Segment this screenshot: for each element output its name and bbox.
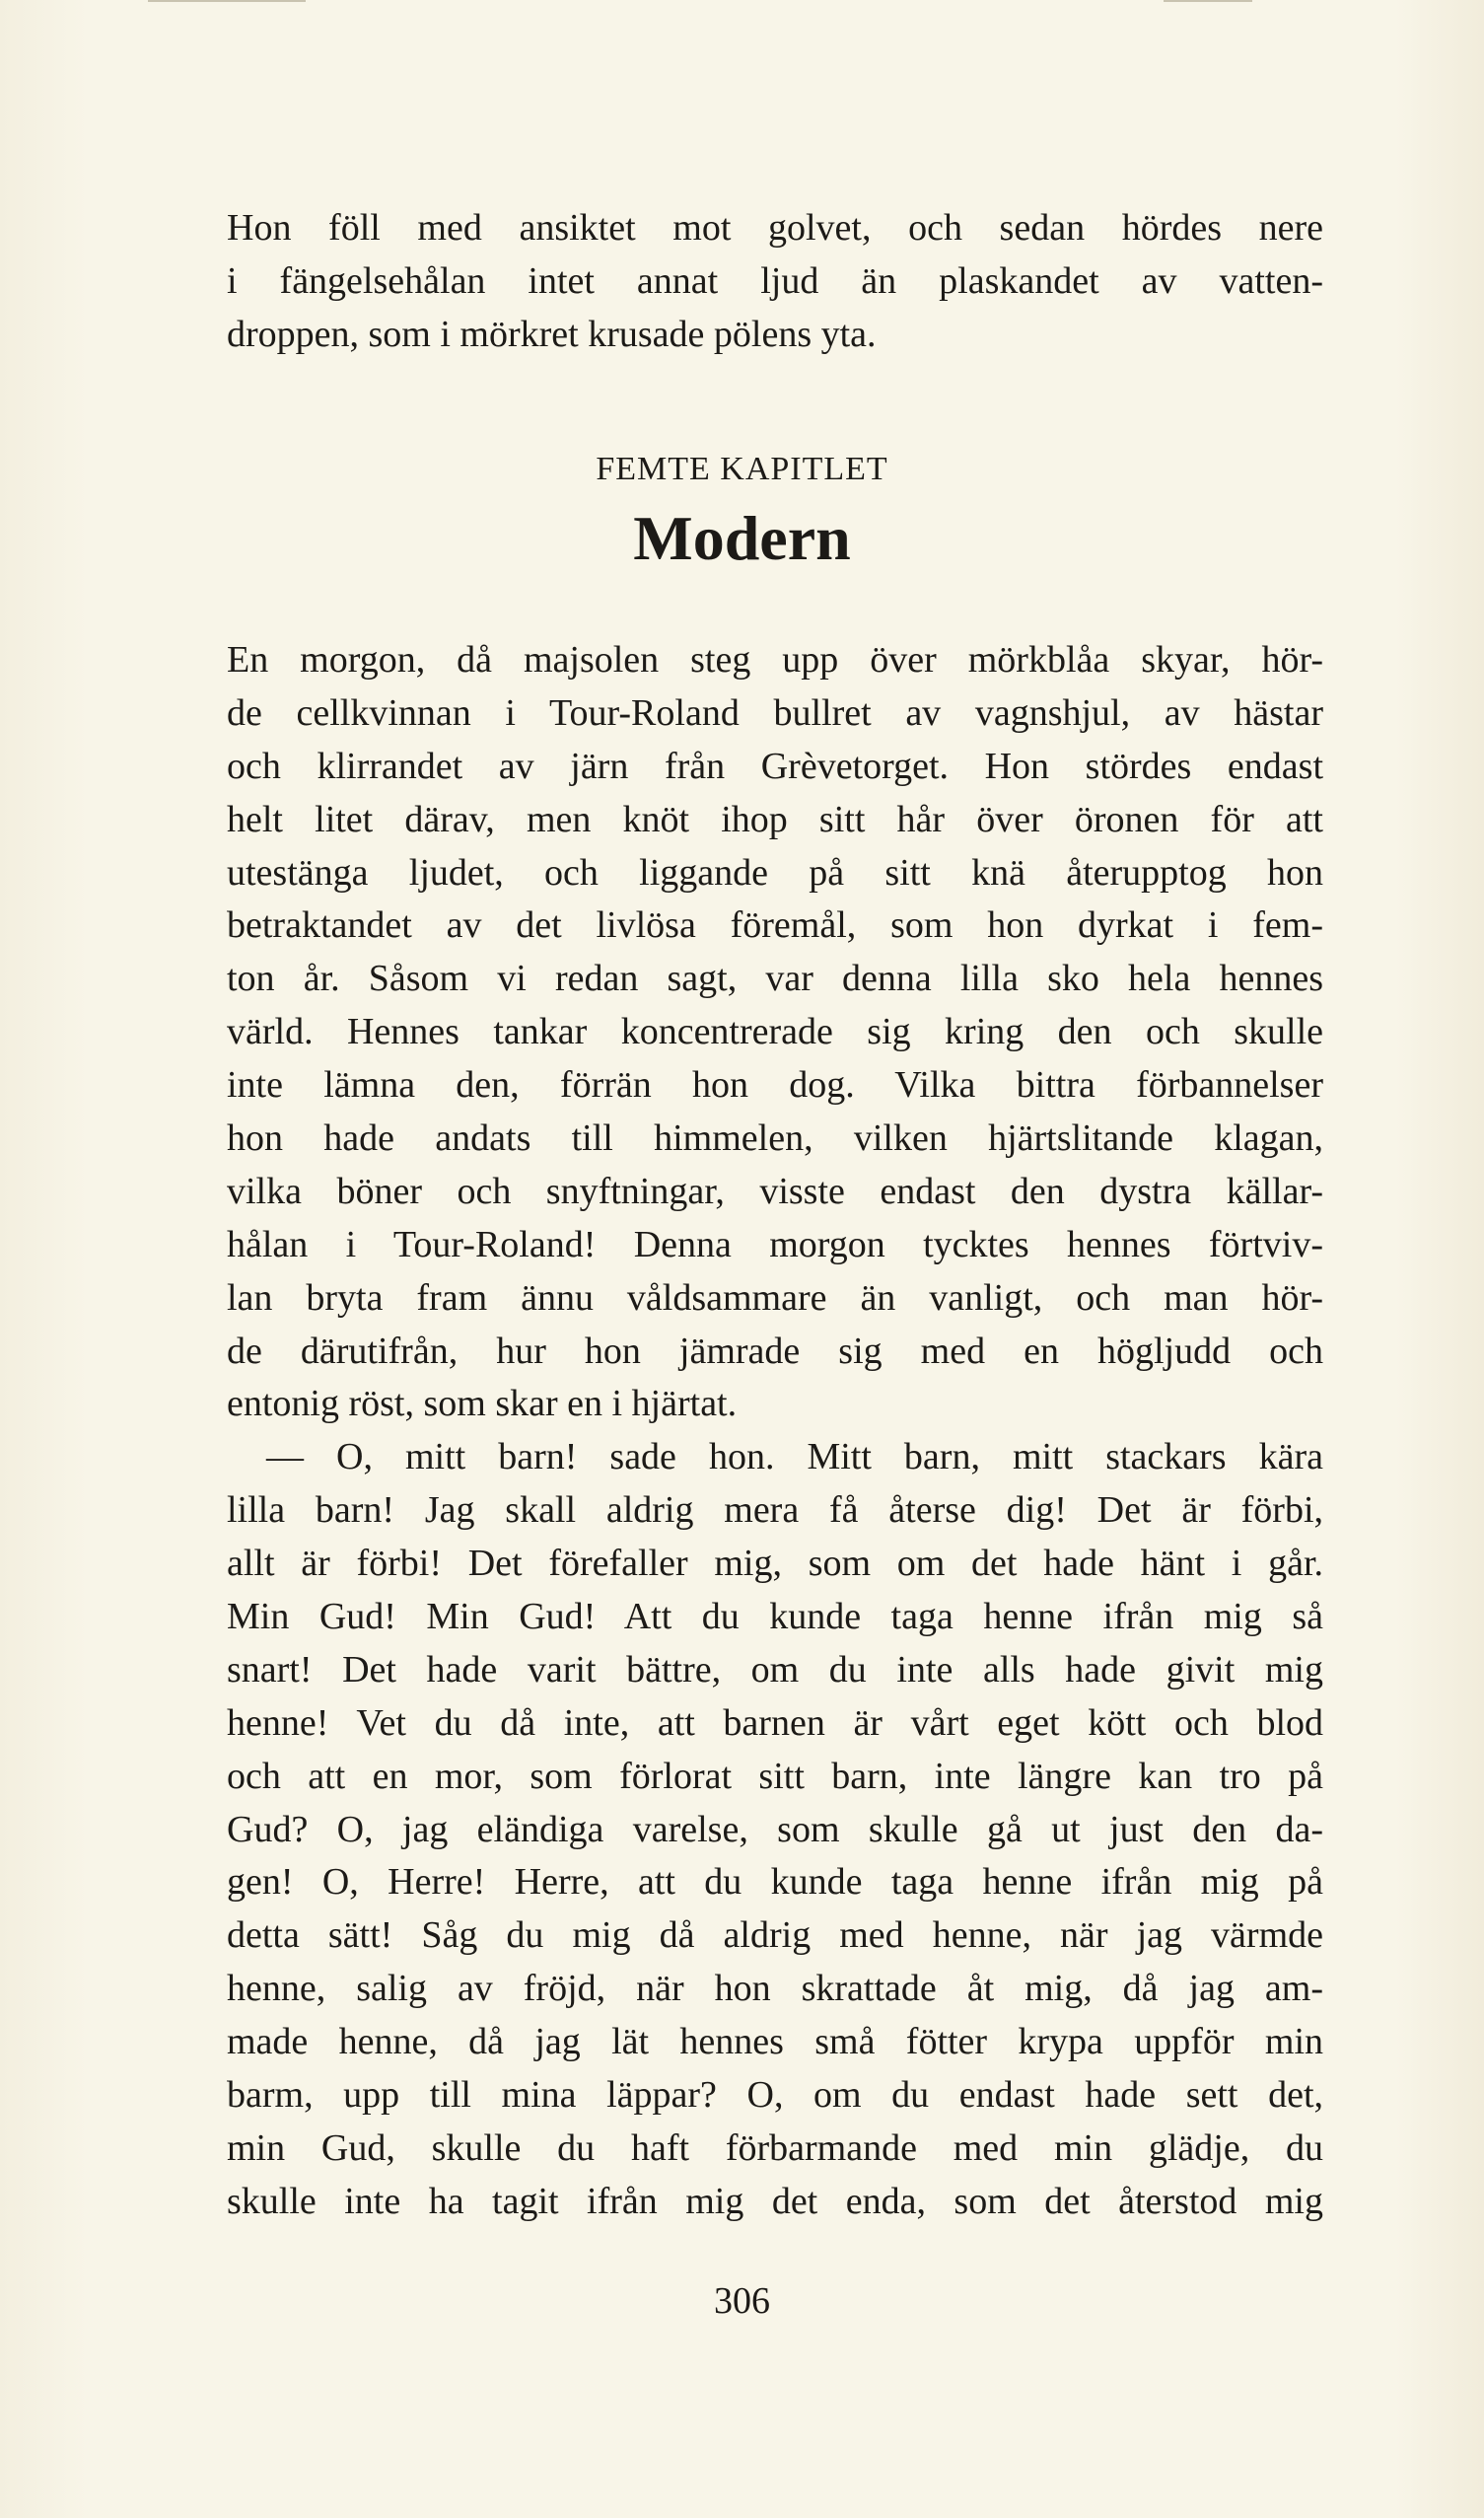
text-line: snart! Det hade varit bättre, om du inte alls hade givit mig <box>227 1648 1323 1691</box>
text-line: min Gud, skulle du haft förbarmande med min glädje, du <box>227 2126 1323 2169</box>
text-line: vilka böner och snyftningar, visste endast den dystra källar- <box>227 1170 1323 1212</box>
intro-paragraph <box>227 202 1323 362</box>
text-line: henne! Vet du då inte, att barnen är vårt eget kött och blod <box>227 1701 1323 1744</box>
text-line: helt litet därav, men knöt ihop sitt hår över öronen för att <box>227 798 1323 840</box>
text-line: inte lämna den, förrän hon dog. Vilka bittra förbannelser <box>227 1064 1323 1107</box>
text-line: Min Gud! Min Gud! Att du kunde taga henne ifrån mig så <box>227 1596 1323 1638</box>
text-line: made henne, då jag lät hennes små fötter krypa uppför min <box>227 2021 1323 2063</box>
scan-edge-mark <box>1164 0 1252 2</box>
page-number: 306 <box>714 2280 770 2322</box>
text-line: hon hade andats till himmelen, vilken hjärtslitande klagan, <box>227 1117 1323 1160</box>
text-line: Hon föll med ansiktet mot golvet, och sedan hördes nere <box>227 207 1323 249</box>
text-line: ton år. Såsom vi redan sagt, var denna lilla sko hela hennes <box>227 958 1323 1000</box>
text-line: skulle inte ha tagit ifrån mig det enda, som det återstod mig <box>227 2180 1323 2222</box>
text-line: En morgon, då majsolen steg upp över mörkblåa skyar, hör- <box>227 639 1323 681</box>
text-line: allt är förbi! Det förefaller mig, som om det hade hänt i går. <box>227 1543 1323 1585</box>
text-line: och att en mor, som förlorat sitt barn, inte längre kan tro på <box>227 1755 1323 1797</box>
text-line: gen! O, Herre! Herre, att du kunde taga henne ifrån mig på <box>227 1861 1323 1904</box>
text-line: lan bryta fram ännu våldsammare än vanligt, och man hör- <box>227 1276 1323 1319</box>
text-line: Gud? O, jag eländiga varelse, som skulle gå ut just den da- <box>227 1808 1323 1850</box>
text-line: värld. Hennes tankar koncentrerade sig kring den och skulle <box>227 1011 1323 1053</box>
scan-edge-mark <box>148 0 306 2</box>
text-line: utestänga ljudet, och liggande på sitt knä återupptog hon <box>227 851 1323 894</box>
text-line: i fängelsehålan intet annat ljud än plaskandet av vatten- <box>227 259 1323 302</box>
text-line: henne, salig av fröjd, när hon skrattade åt mig, då jag am- <box>227 1968 1323 2010</box>
text-line: de därutifrån, hur hon jämrade sig med en högljudd och <box>227 1330 1323 1372</box>
chapter-label: FEMTE KAPITLET <box>596 451 888 487</box>
text-line: entonig röst, som skar en i hjärtat. <box>227 1383 738 1425</box>
text-line: — O, mitt barn! sade hon. Mitt barn, mitt stackars kära <box>266 1436 1323 1478</box>
text-line: de cellkvinnan i Tour-Roland bullret av vagnshjul, av hästar <box>227 691 1323 734</box>
text-line: hålan i Tour-Roland! Denna morgon tycktes hennes förtviv- <box>227 1223 1323 1265</box>
chapter-title: Modern <box>633 503 851 573</box>
text-line: droppen, som i mörkret krusade pölens yta. <box>227 313 877 355</box>
text-line: lilla barn! Jag skall aldrig mera få återse dig! Det är förbi, <box>227 1489 1323 1532</box>
body-text <box>227 634 1323 2229</box>
text-line: betraktandet av det livlösa föremål, som hon dyrkat i fem- <box>227 904 1323 947</box>
text-line: barm, upp till mina läppar? O, om du endast hade sett det, <box>227 2074 1323 2117</box>
text-line: och klirrandet av järn från Grèvetorget. Hon stördes endast <box>227 745 1323 787</box>
text-line: detta sätt! Såg du mig då aldrig med henne, när jag värmde <box>227 1914 1323 1957</box>
